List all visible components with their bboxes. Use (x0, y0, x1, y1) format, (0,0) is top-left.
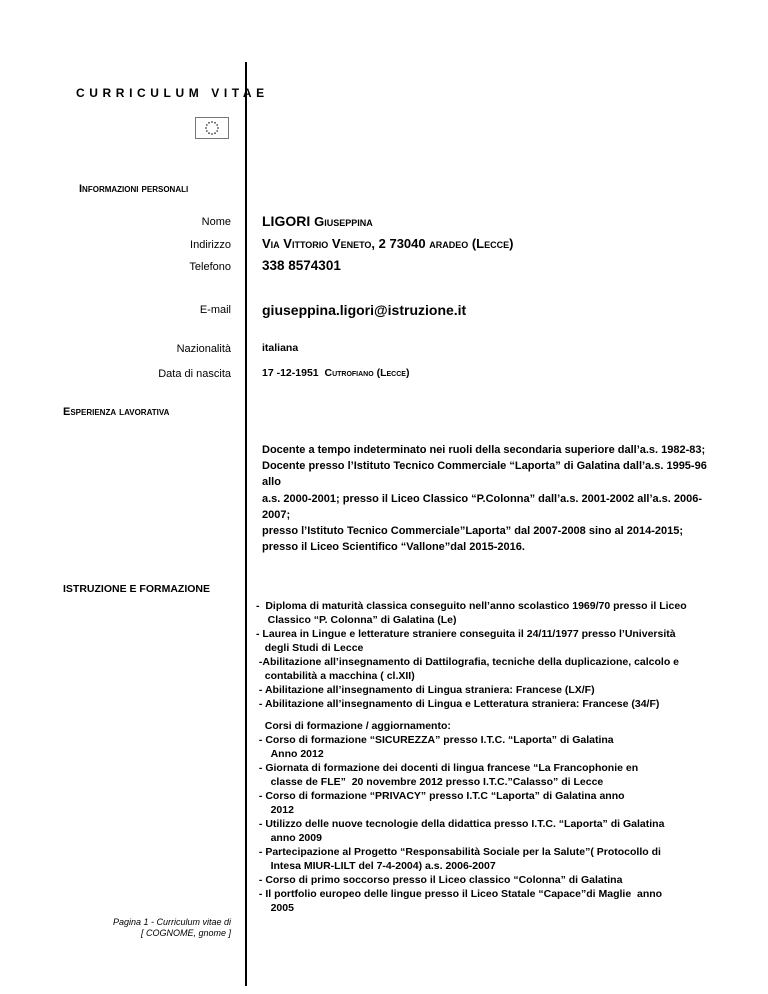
list-item: Anno 2012 (256, 748, 324, 760)
birth-date: 17 -12-1951 (262, 367, 319, 379)
given-name: Giuseppina (314, 214, 373, 229)
phone-value: 338 8574301 (262, 258, 341, 273)
list-item: - Giornata di formazione dei docenti di lingua francese “La Francophonie en (256, 762, 639, 774)
list-item: - Abilitazione all’insegnamento di Lingua straniera: Francese (LX/F) (256, 684, 595, 696)
list-item: - Corso di primo soccorso presso il Liceo classico “Colonna” di Galatina (256, 874, 623, 886)
list-item: 2012 (256, 804, 294, 816)
courses-list (256, 719, 726, 915)
document-title: CURRICULUM VITAE (76, 86, 269, 100)
list-item: - Abilitazione all’insegnamento di Lingua e Letteratura straniera: Francese (34/F) (256, 698, 660, 710)
nationality-label: Nazionalità (176, 343, 231, 355)
email-value[interactable]: giuseppina.ligori@istruzione.it (262, 302, 467, 318)
phone-label: Telefono (189, 261, 231, 273)
list-item: anno 2009 (256, 832, 322, 844)
birth-label: Data di nascita (158, 368, 231, 380)
experience-line: Docente presso l’Istituto Tecnico Commerciale “Laporta” di Galatina dall’a.s. 1995-96 allo (262, 460, 707, 489)
list-item: - Il portfolio europeo delle lingue presso il Liceo Statale “Capace”di Maglie anno (256, 888, 663, 900)
list-item: 2005 (256, 902, 294, 914)
address-value: Via Vittorio Veneto, 2 73040 aradeo (Lecce) (262, 236, 514, 251)
page-footer (31, 917, 231, 939)
experience-line: presso l’Istituto Tecnico Commerciale”Laporta” dal 2007-2008 sino al 2014-2015; (262, 525, 684, 538)
name-label: Nome (201, 216, 231, 228)
list-item: - Corso di formazione “PRIVACY” presso I.T.C “Laporta” di Galatina anno (256, 790, 625, 802)
experience-line: a.s. 2000-2001; presso il Liceo Classico “P.Colonna” dall’a.s. 2001-2002 all’a.s. 2006-2007; (262, 492, 703, 521)
email-label: E-mail (199, 304, 231, 316)
list-item: Intesa MIUR-LILT del 7-4-2004) a.s. 2006-2007 (256, 860, 496, 872)
list-item: Classico “P. Colonna” di Galatina (Le) (256, 614, 457, 626)
experience-line: presso il Liceo Scientifico “Vallone”dal 2015-2016. (262, 541, 525, 554)
list-item: degli Studi di Lecce (256, 642, 364, 654)
list-item: classe de FLE” 20 novembre 2012 presso I.T.C.”Calasso” di Lecce (256, 776, 604, 788)
section-title-personal: Informazioni personali (79, 183, 189, 195)
section-title-experience: Esperienza lavorativa (63, 406, 170, 418)
name-value (262, 213, 373, 229)
footer-line: [ COGNOME, gnome ] (140, 928, 231, 938)
list-item: - Diploma di maturità classica conseguito nell’anno scolastico 1969/70 presso il Liceo (256, 600, 687, 612)
nationality-value: italiana (262, 342, 299, 354)
surname: LIGORI (262, 213, 311, 229)
birth-value (262, 367, 409, 379)
list-item: - Utilizzo delle nuove tecnologie della didattica presso I.T.C. “Laporta” di Galatina (256, 818, 665, 830)
eu-flag-icon (195, 117, 229, 139)
list-item: -Abilitazione all’insegnamento di Dattilografia, tecniche della duplicazione, calcolo e (256, 656, 680, 668)
footer-line: Pagina 1 - Curriculum vitae di (112, 917, 231, 927)
list-item: Corsi di formazione / aggiornamento: (256, 720, 451, 732)
experience-line: Docente a tempo indeterminato nei ruoli della secondaria superiore dall’a.s. 1982-83; (262, 444, 706, 456)
list-item: - Laurea in Lingue e letterature straniere conseguita il 24/11/1977 presso l’Università (256, 628, 676, 640)
experience-text (262, 442, 722, 555)
list-item: - Partecipazione al Progetto “Responsabilità Sociale per la Salute”( Protocollo di (256, 846, 661, 858)
list-item: - Corso di formazione “SICUREZZA” presso I.T.C. “Laporta” di Galatina (256, 734, 614, 746)
column-divider (245, 62, 247, 986)
birth-place: Cutrofiano (Lecce) (324, 367, 410, 379)
address-label: Indirizzo (190, 239, 231, 251)
section-title-education: ISTRUZIONE E FORMAZIONE (63, 583, 210, 595)
degrees-list (256, 599, 726, 711)
list-item: contabilità a macchina ( cl.XII) (256, 670, 415, 682)
